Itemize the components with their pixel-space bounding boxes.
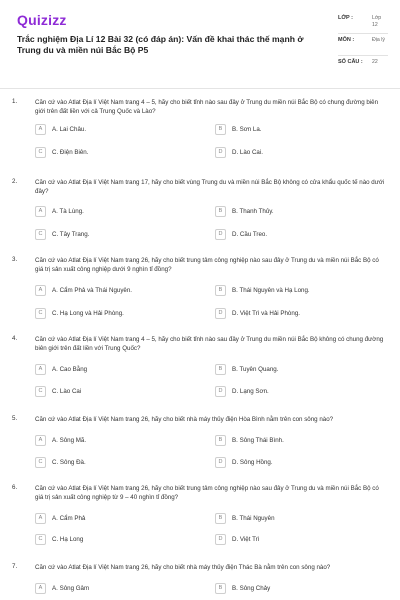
option-text: D. Lạng Sơn. (232, 388, 269, 395)
option-text: B. Thanh Thủy. (232, 208, 274, 215)
option-text: C. Hạ Long và Hải Phòng. (52, 310, 124, 317)
option-a[interactable] (35, 364, 200, 378)
question-number: 2. (12, 178, 18, 185)
option-b[interactable] (215, 124, 380, 138)
option-d[interactable] (215, 534, 380, 548)
option-letter-box: C (35, 147, 46, 158)
option-letter-box: A (35, 364, 46, 375)
option-text: C. Hạ Long (52, 536, 84, 543)
option-c[interactable] (35, 534, 200, 548)
option-a[interactable] (35, 124, 200, 138)
option-c[interactable] (35, 147, 200, 161)
worksheet-title: Trắc nghiệm Địa Lí 12 Bài 32 (có đáp án): Vấn đề khai thác thế mạnh ở Trung du và miền núi Bắc Bộ P5 (17, 34, 304, 55)
option-text: B. Sông Chảy (232, 585, 271, 592)
question-number: 3. (12, 256, 18, 263)
option-text: B. Thái Nguyên (232, 515, 275, 522)
option-letter-box: D (215, 147, 226, 158)
option-letter-box: B (215, 435, 226, 446)
option-text: C. Lào Cai (52, 388, 82, 395)
option-letter-box: D (215, 386, 226, 397)
option-text: A. Cẩm Phả và Thái Nguyên. (52, 287, 133, 294)
question-text: Căn cứ vào Atlat Địa lí Việt Nam trang 4 – 5, hãy cho biết tỉnh nào sau đây ở Trung du miền núi Bắc Bộ có chung đường biên giới trên đất liền với cả Trung Quốc và Lào? (35, 99, 379, 115)
meta-value: Lớp 12 (372, 15, 382, 28)
question-number: 4. (12, 335, 18, 342)
option-letter-box: C (35, 386, 46, 397)
meta-label: MÔN : (338, 37, 355, 43)
question-text: Căn cứ vào Atlat Địa lí Việt Nam trang 26, hãy cho biết trung tâm công nghiệp nào sau đây ở Trung du và miền núi Bắc Bộ có giá trị sản xuất công nghiệp từ 9 – 40 nghìn tỉ đồng? (35, 485, 379, 501)
option-letter-box: C (35, 308, 46, 319)
option-letter-box: D (215, 534, 226, 545)
option-letter-box: B (215, 285, 226, 296)
option-c[interactable] (35, 386, 200, 400)
option-text: B. Thái Nguyên và Hạ Long. (232, 287, 310, 294)
meta-row-subject (338, 34, 388, 56)
option-letter-box: D (215, 308, 226, 319)
question-number: 1. (12, 98, 18, 105)
option-b[interactable] (215, 206, 380, 220)
option-letter-box: C (35, 534, 46, 545)
option-b[interactable] (215, 435, 380, 449)
meta-value: Địa lý (372, 37, 385, 43)
option-d[interactable] (215, 229, 380, 243)
option-text: B. Tuyên Quang. (232, 366, 279, 373)
option-letter-box: B (215, 364, 226, 375)
option-text: C. Sông Đà. (52, 459, 86, 466)
option-b[interactable] (215, 285, 380, 299)
option-b[interactable] (215, 513, 380, 527)
question-number: 7. (12, 563, 18, 570)
question-text: Căn cứ vào Atlat Địa lí Việt Nam trang 26, hãy cho biết trung tâm công nghiệp nào sau đây ở Trung du và miền núi Bắc Bộ có giá trị sản xuất công nghiệp dưới 9 nghìn tỉ đồng? (35, 257, 379, 273)
meta-panel (338, 12, 388, 78)
option-a[interactable] (35, 285, 200, 299)
meta-row-count (338, 56, 388, 78)
option-text: A. Cẩm Phả (52, 515, 86, 522)
question-text: Căn cứ vào Atlat Địa lí Việt Nam trang 26, hãy cho biết nhà máy thủy điện Thác Bà nằm trên con sông nào? (35, 564, 331, 571)
option-letter-box: A (35, 583, 46, 594)
question-number: 5. (12, 415, 18, 422)
worksheet-header (14, 12, 386, 86)
option-letter-box: B (215, 513, 226, 524)
option-letter-box: A (35, 206, 46, 217)
option-text: C. Tây Trang. (52, 231, 90, 238)
option-letter-box: C (35, 229, 46, 240)
option-text: B. Sơn La. (232, 126, 262, 133)
question-text: Căn cứ vào Atlat Địa lí Việt Nam trang 4 – 5, hãy cho biết tỉnh nào sau đây ở Trung du miền núi Bắc Bộ không có chung đường biên giới trên đất liền với Trung Quốc? (35, 336, 384, 352)
option-letter-box: D (215, 229, 226, 240)
option-text: C. Điện Biên. (52, 149, 89, 156)
option-letter-box: D (215, 457, 226, 468)
header-divider (0, 88, 400, 89)
option-letter-box: A (35, 124, 46, 135)
option-text: B. Sông Thái Bình. (232, 437, 284, 444)
option-d[interactable] (215, 386, 380, 400)
option-b[interactable] (215, 364, 380, 378)
option-a[interactable] (35, 435, 200, 449)
option-c[interactable] (35, 308, 200, 322)
option-text: A. Cao Bằng (52, 366, 88, 373)
option-letter-box: A (35, 513, 46, 524)
option-b[interactable] (215, 583, 380, 597)
option-text: D. Sông Hồng. (232, 459, 273, 466)
meta-label: LỚP : (338, 15, 353, 21)
question-text: Căn cứ vào Atlat Địa lí Việt Nam trang 17, hãy cho biết vùng Trung du và miền núi Bắc Bộ không có cửa khẩu quốc tế nào dưới đây? (35, 179, 385, 195)
option-a[interactable] (35, 513, 200, 527)
option-c[interactable] (35, 457, 200, 471)
option-d[interactable] (215, 147, 380, 161)
option-letter-box: B (215, 124, 226, 135)
option-text: A. Sông Gâm (52, 585, 90, 592)
option-text: A. Sông Mã. (52, 437, 87, 444)
option-text: D. Việt Trì (232, 536, 260, 543)
option-c[interactable] (35, 229, 200, 243)
option-text: A. Tà Lùng. (52, 208, 84, 215)
option-text: D. Lào Cai. (232, 149, 263, 156)
meta-value: 22 (372, 59, 378, 65)
option-a[interactable] (35, 583, 200, 597)
option-letter-box: A (35, 435, 46, 446)
option-a[interactable] (35, 206, 200, 220)
option-text: D. Việt Trì và Hải Phòng. (232, 310, 300, 317)
option-text: A. Lai Châu. (52, 126, 87, 133)
question-text: Căn cứ vào Atlat Địa lí Việt Nam trang 26, hãy cho biết nhà máy thủy điện Hòa Bình nằm trên con sông nào? (35, 416, 334, 423)
option-letter-box: B (215, 206, 226, 217)
option-letter-box: C (35, 457, 46, 468)
option-letter-box: A (35, 285, 46, 296)
option-letter-box: B (215, 583, 226, 594)
meta-row-class (338, 12, 388, 34)
option-d[interactable] (215, 308, 380, 322)
question-number: 6. (12, 484, 18, 491)
quizizz-logo[interactable]: Quizizz (17, 12, 67, 28)
meta-label: SỐ CÂU : (338, 59, 363, 65)
option-text: D. Cầu Treo. (232, 231, 268, 238)
option-d[interactable] (215, 457, 380, 471)
